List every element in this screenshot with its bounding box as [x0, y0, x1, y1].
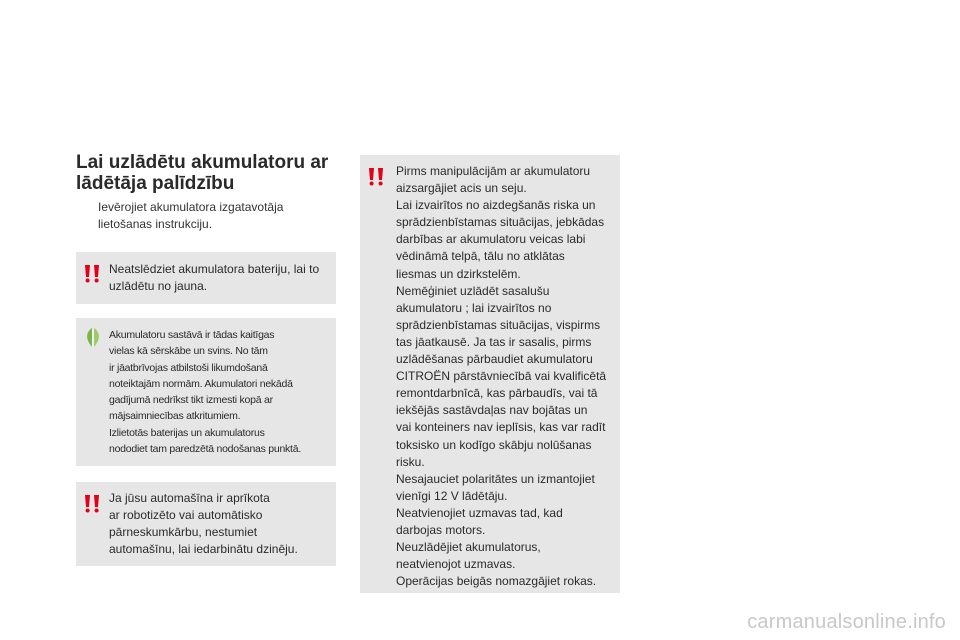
text-line: Akumulatoru sastāvā ir tādas kaitīgas	[109, 329, 275, 341]
text-line: ar robotizēto vai automātisko	[109, 508, 263, 522]
text-line: risku.	[396, 454, 425, 469]
text-line: sprādzienbīstamas situācijas, vispirms	[396, 317, 601, 332]
warning-box-handling	[360, 155, 620, 593]
environment-text	[109, 327, 334, 457]
leaf-icon	[82, 326, 104, 348]
warning-exclamation-icon	[82, 492, 104, 514]
warning-box-disconnect	[76, 252, 336, 304]
text-line: iekšējās sastāvdaļas nav bojātas un	[396, 403, 588, 418]
text-line: nododiet tam paredzētā nodošanas punktā.	[109, 443, 301, 456]
text-line: Nemēģiniet uzlādēt sasalušu	[396, 283, 550, 298]
text-line: Izlietotās baterijas un akumulatorus	[109, 426, 265, 439]
bullet-text	[78, 199, 338, 233]
text-line: neatvienojot uzmavas.	[396, 557, 516, 572]
text-line: sprādzienbīstamas situācijas, jebkādas	[396, 215, 605, 230]
text-line: vēdināmā telpā, tālu no atklātas	[396, 249, 565, 264]
text-line: uzlādēšanas pārbaudiet akumulatoru	[396, 352, 593, 367]
text-line: Ja jūsu automašīna ir aprīkota	[109, 491, 270, 505]
bullet-line: Ievērojiet akumulatora izgatavotāja	[98, 200, 284, 214]
heading-line: Lai uzlādētu akumulatoru ar	[76, 152, 329, 173]
text-line: mājsaimniecības atkritumiem.	[109, 410, 241, 423]
text-line: pārneskumkārbu, nestumiet	[109, 525, 258, 539]
text-line: darbības ar akumulatoru veicas labi	[396, 232, 586, 247]
warning-text	[109, 490, 331, 558]
text-line: aizsargājiet acis un seju.	[396, 181, 527, 196]
text-line: akumulatoru ; lai izvairītos no	[396, 300, 552, 315]
text-line: darbojas motors.	[396, 522, 486, 537]
text-line: remontdarbnīcā, kas pārbaudīs, vai tā	[396, 386, 598, 401]
text-line: tas jāatkausē. Ja tas ir sasalis, pirms	[396, 334, 592, 349]
section-heading	[76, 152, 346, 194]
text-line: uzlādētu no jauna.	[109, 279, 208, 293]
text-line: vienīgi 12 V lādētāju.	[396, 488, 508, 503]
text-line: Pirms manipulācijām ar akumulatoru	[396, 164, 591, 178]
text-line: CITROËN pārstāvniecībā vai kvalificētā	[396, 369, 607, 384]
text-line: vai konteiners nav ieplīsis, kas var radīt	[396, 420, 606, 435]
text-line: Nesajauciet polaritātes un izmantojiet	[396, 471, 595, 486]
text-line: gadījumā nedrīkst tikt izmesti kopā ar	[109, 394, 273, 407]
text-line: vielas kā sērskābe un svins. No tām	[109, 345, 268, 358]
text-line: automašīnu, lai iedarbinātu dzinēju.	[109, 542, 298, 556]
warning-text	[396, 163, 618, 590]
text-line: liesmas un dzirkstelēm.	[396, 266, 521, 281]
text-line: Lai izvairītos no aizdegšanās riska un	[396, 198, 596, 213]
bullet-line: lietošanas instrukciju.	[98, 217, 213, 231]
text-line: ir jāatbrīvojas atbilstoši likumdošanā	[109, 361, 268, 374]
watermark-text: carmanualsonline.info	[747, 611, 946, 633]
text-line: noteiktajām normām. Akumulatori nekādā	[109, 377, 293, 390]
text-line: Operācijas beigās nomazgājiet rokas.	[396, 574, 597, 589]
text-line: Neatslēdziet akumulatora bateriju, lai to	[109, 262, 320, 276]
heading-line: lādētāja palīdzību	[76, 173, 235, 194]
instruction-bullet	[78, 199, 338, 233]
text-line: Neatvienojiet uzmavas tad, kad	[396, 505, 563, 520]
warning-box-robot-gearbox	[76, 482, 336, 566]
text-line: Neuzlādējiet akumulatorus,	[396, 540, 541, 555]
warning-exclamation-icon	[366, 165, 388, 187]
warning-exclamation-icon	[82, 262, 104, 284]
text-line: toksisko un kodīgo skābju nolūšanas	[396, 437, 592, 452]
environment-note-box	[76, 318, 336, 466]
warning-text	[109, 261, 331, 295]
